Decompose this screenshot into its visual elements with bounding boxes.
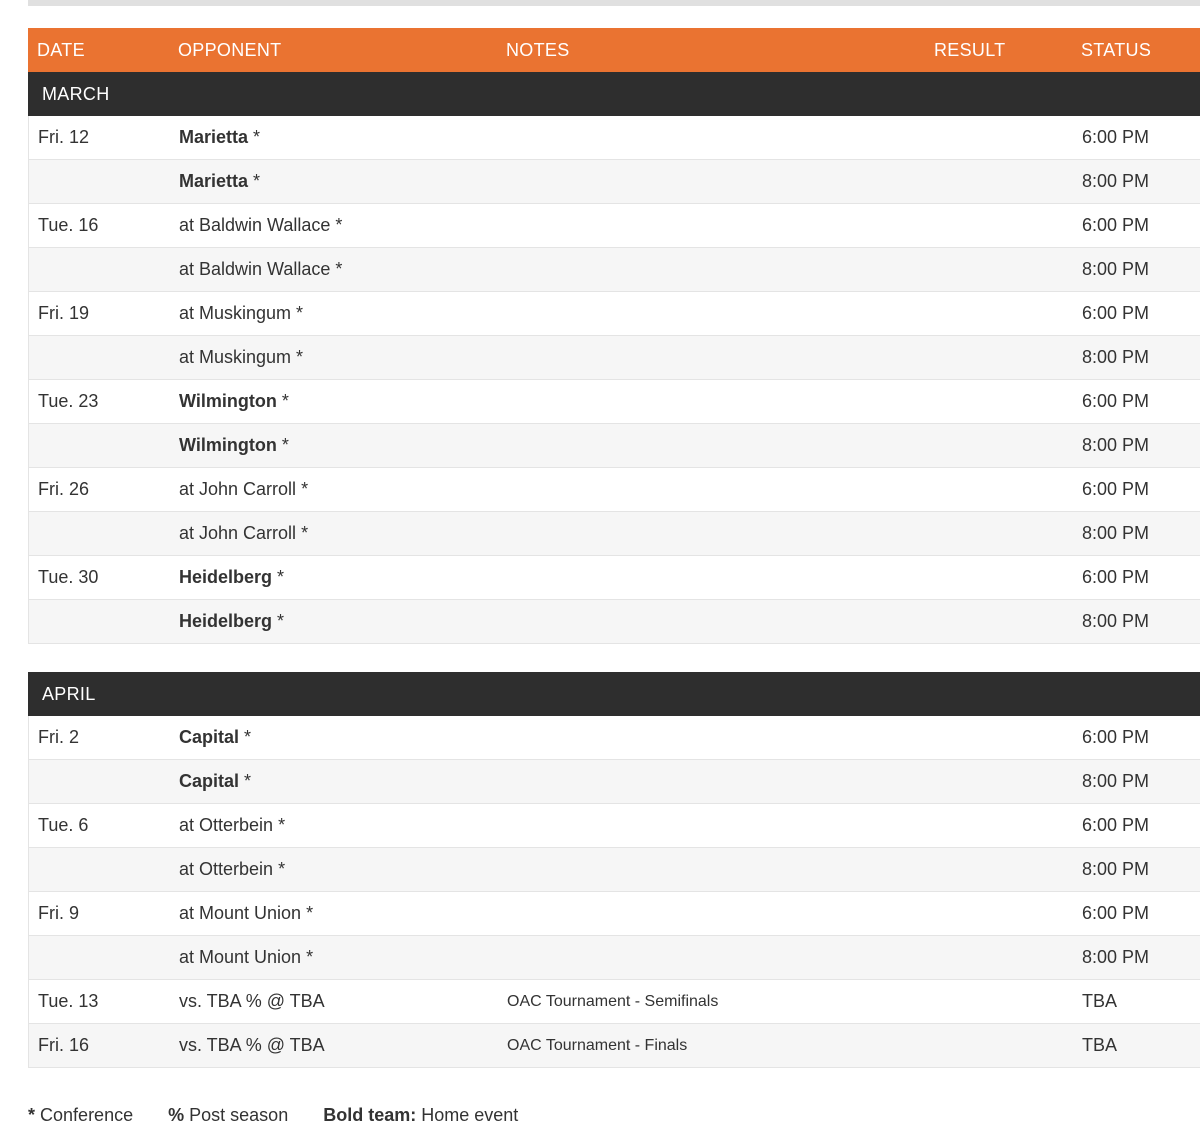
opponent-name[interactable]: at Muskingum — [179, 303, 292, 323]
opponent-name[interactable]: Heidelberg — [179, 611, 273, 631]
game-status: 6:00 PM — [1082, 127, 1150, 147]
game-status: 8:00 PM — [1082, 947, 1150, 967]
conference-mark: * — [276, 391, 289, 411]
table-row — [28, 468, 1200, 512]
conference-mark: * — [276, 435, 289, 455]
game-status: 6:00 PM — [1082, 479, 1150, 499]
game-opponent — [179, 116, 260, 159]
legend-postseason-label: Post season — [189, 1105, 289, 1125]
table-row — [28, 512, 1200, 556]
game-status: 8:00 PM — [1082, 523, 1150, 543]
game-status: 6:00 PM — [1082, 567, 1150, 587]
opponent-name[interactable]: at John Carroll — [179, 479, 297, 499]
table-row — [28, 848, 1200, 892]
table-row — [28, 716, 1200, 760]
opponent-name[interactable]: vs. TBA % @ TBA — [179, 1035, 325, 1055]
legend-conference — [28, 1105, 133, 1125]
game-date: Fri. 2 — [38, 727, 80, 747]
conference-mark: * — [272, 611, 285, 631]
months-container — [28, 72, 1200, 1068]
game-opponent — [179, 1024, 325, 1067]
conference-mark: * — [239, 771, 252, 791]
table-row — [28, 892, 1200, 936]
opponent-name[interactable]: at Baldwin Wallace — [179, 215, 331, 235]
column-header-notes[interactable]: NOTES — [506, 40, 570, 60]
table-row — [28, 936, 1200, 980]
conference-mark: * — [239, 727, 252, 747]
opponent-name[interactable]: at Otterbein — [179, 859, 274, 879]
game-status: 6:00 PM — [1082, 727, 1150, 747]
game-opponent — [179, 804, 285, 847]
game-date: Tue. 16 — [38, 215, 99, 235]
table-row — [28, 1024, 1200, 1068]
opponent-name[interactable]: Wilmington — [179, 435, 277, 455]
table-row — [28, 160, 1200, 204]
opponent-name[interactable]: Wilmington — [179, 391, 277, 411]
month-header-march — [28, 72, 1200, 116]
conference-mark: * — [330, 259, 343, 279]
game-status: 6:00 PM — [1082, 215, 1150, 235]
column-header-result[interactable]: RESULT — [934, 40, 1006, 60]
legend-postseason — [168, 1105, 288, 1125]
conference-mark: * — [248, 171, 261, 191]
table-row — [28, 380, 1200, 424]
legend-postseason-symbol: % — [168, 1105, 185, 1125]
game-status: 8:00 PM — [1082, 859, 1150, 879]
column-header-status[interactable]: STATUS — [1081, 40, 1152, 60]
game-status: 8:00 PM — [1082, 435, 1150, 455]
conference-mark: * — [301, 903, 314, 923]
section-gap — [28, 644, 1200, 672]
game-date: Fri. 9 — [38, 903, 80, 923]
game-opponent — [179, 248, 342, 291]
game-status: 8:00 PM — [1082, 347, 1150, 367]
game-opponent — [179, 160, 260, 203]
legend-bold-desc: Home event — [421, 1105, 519, 1125]
game-opponent — [179, 892, 313, 935]
game-date: Fri. 16 — [38, 1035, 90, 1055]
game-status: TBA — [1082, 1035, 1118, 1055]
top-divider — [28, 0, 1200, 6]
opponent-name[interactable]: Capital — [179, 771, 240, 791]
table-row — [28, 204, 1200, 248]
game-opponent — [179, 468, 308, 511]
game-date: Fri. 26 — [38, 479, 90, 499]
table-row — [28, 980, 1200, 1024]
table-row — [28, 116, 1200, 160]
game-notes: OAC Tournament - Semifinals — [507, 993, 719, 1010]
conference-mark: * — [291, 303, 304, 323]
conference-mark: * — [248, 127, 261, 147]
game-status: 8:00 PM — [1082, 771, 1150, 791]
game-date: Fri. 19 — [38, 303, 90, 323]
game-date: Tue. 23 — [38, 391, 99, 411]
game-opponent — [179, 556, 284, 599]
game-opponent — [179, 600, 284, 643]
game-status: 8:00 PM — [1082, 611, 1150, 631]
game-date: Fri. 12 — [38, 127, 90, 147]
game-notes: OAC Tournament - Finals — [507, 1037, 688, 1054]
conference-mark: * — [291, 347, 304, 367]
opponent-name[interactable]: Heidelberg — [179, 567, 273, 587]
opponent-name[interactable]: vs. TBA % @ TBA — [179, 991, 325, 1011]
legend-bold-label: Bold team: — [323, 1105, 417, 1125]
game-opponent — [179, 204, 342, 247]
game-opponent — [179, 760, 251, 803]
table-row — [28, 336, 1200, 380]
conference-mark: * — [301, 947, 314, 967]
legend-conference-label: Conference — [40, 1105, 134, 1125]
conference-mark: * — [296, 523, 309, 543]
game-status: TBA — [1082, 991, 1118, 1011]
game-status: 6:00 PM — [1082, 903, 1150, 923]
table-row — [28, 804, 1200, 848]
column-header-date[interactable]: DATE — [37, 40, 85, 60]
conference-mark: * — [273, 859, 286, 879]
opponent-name[interactable]: at Muskingum — [179, 347, 292, 367]
opponent-name[interactable]: at Mount Union — [179, 947, 302, 967]
table-header — [28, 28, 1200, 72]
opponent-name[interactable]: Marietta — [179, 127, 249, 147]
game-opponent — [179, 424, 289, 467]
game-date: Tue. 13 — [38, 991, 99, 1011]
conference-mark: * — [330, 215, 343, 235]
game-status: 6:00 PM — [1082, 815, 1150, 835]
opponent-name[interactable]: Marietta — [179, 171, 249, 191]
table-row — [28, 424, 1200, 468]
opponent-name[interactable]: Capital — [179, 727, 240, 747]
game-opponent — [179, 716, 251, 759]
table-row — [28, 556, 1200, 600]
conference-mark: * — [296, 479, 309, 499]
game-opponent — [179, 336, 303, 379]
legend — [28, 1104, 548, 1126]
conference-mark: * — [272, 567, 285, 587]
game-opponent — [179, 512, 308, 555]
game-status: 6:00 PM — [1082, 391, 1150, 411]
schedule-table — [28, 28, 1200, 1068]
month-name: MARCH — [42, 84, 110, 104]
game-date: Tue. 6 — [38, 815, 89, 835]
game-opponent — [179, 936, 313, 979]
game-opponent — [179, 380, 289, 423]
table-row — [28, 600, 1200, 644]
opponent-name[interactable]: at Baldwin Wallace — [179, 259, 331, 279]
game-status: 8:00 PM — [1082, 171, 1150, 191]
opponent-name[interactable]: at Mount Union — [179, 903, 302, 923]
table-row — [28, 248, 1200, 292]
game-status: 6:00 PM — [1082, 303, 1150, 323]
month-name: APRIL — [42, 684, 96, 704]
conference-mark: * — [273, 815, 286, 835]
game-opponent — [179, 292, 303, 335]
legend-conference-symbol: * — [28, 1105, 36, 1125]
column-header-opponent[interactable]: OPPONENT — [178, 40, 282, 60]
game-date: Tue. 30 — [38, 567, 99, 587]
table-row — [28, 760, 1200, 804]
game-opponent — [179, 848, 285, 891]
opponent-name[interactable]: at Otterbein — [179, 815, 274, 835]
legend-bold — [323, 1105, 518, 1125]
month-header-april — [28, 672, 1200, 716]
table-row — [28, 292, 1200, 336]
game-opponent — [179, 980, 325, 1023]
opponent-name[interactable]: at John Carroll — [179, 523, 297, 543]
game-status: 8:00 PM — [1082, 259, 1150, 279]
